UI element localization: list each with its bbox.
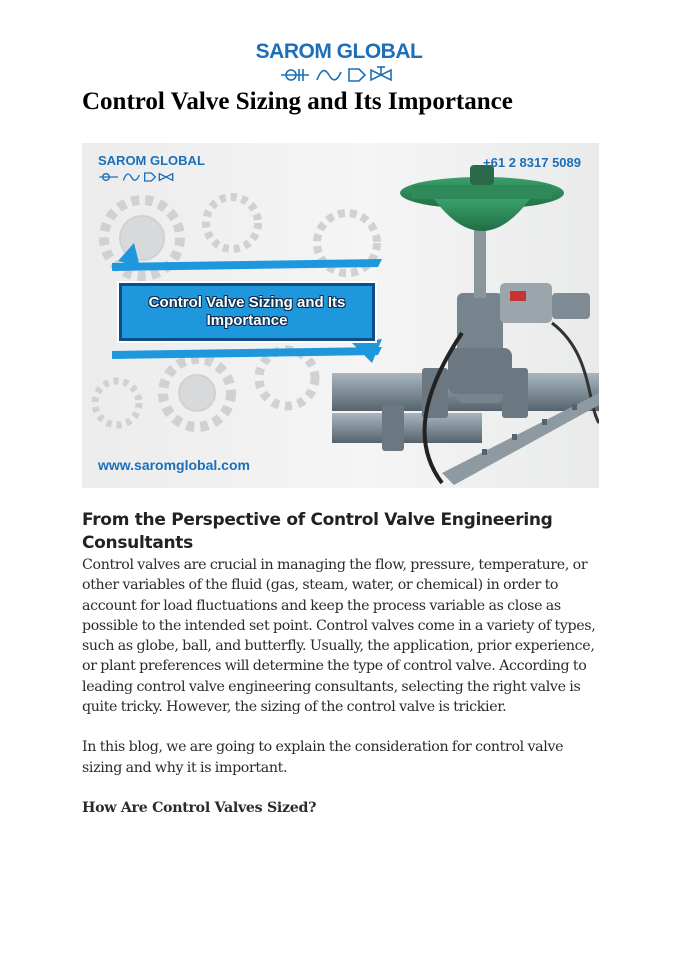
page-title: Control Valve Sizing and Its Importance bbox=[82, 88, 513, 115]
header-logo bbox=[0, 40, 678, 88]
article-body bbox=[82, 509, 602, 818]
hero-phone: +61 2 8317 5089 bbox=[483, 155, 581, 170]
hero-banner bbox=[119, 283, 375, 341]
section-heading: From the Perspective of Control Valve Engineering Consultants bbox=[82, 510, 553, 553]
hero-brand bbox=[98, 153, 205, 187]
hero-image bbox=[82, 143, 599, 488]
instrument-symbols-icon bbox=[98, 171, 178, 183]
hero-brand-name: SAROM GLOBAL bbox=[98, 153, 205, 168]
hero-banner-text: Control Valve Sizing and Its Importance bbox=[148, 294, 346, 329]
instrument-symbols-icon bbox=[279, 66, 399, 84]
logo-wordmark: SAROM GLOBAL bbox=[255, 40, 423, 63]
paragraph-blog: In this blog, we are going to explain the consideration for control valve sizing and why it is important. bbox=[82, 739, 564, 776]
section-subheading: How Are Control Valves Sized? bbox=[82, 799, 317, 816]
hero-website: www.saromglobal.com bbox=[98, 457, 250, 473]
paragraph-intro: Control valves are crucial in managing the flow, pressure, temperature, or other variables of the fluid (gas, steam, water, or chemical) in order to account for load fluctuations and keep the process variable as close as possible to the intended set point. Control valves come in a variety of types, such as globe, ball, and butterfly. Usually, the application, prior experience, or plant preferences will determine the type of control valve. According to leading control valve engineering consultants, selecting the right valve is quite tricky. However, the sizing of the control valve is trickier. bbox=[82, 557, 596, 716]
